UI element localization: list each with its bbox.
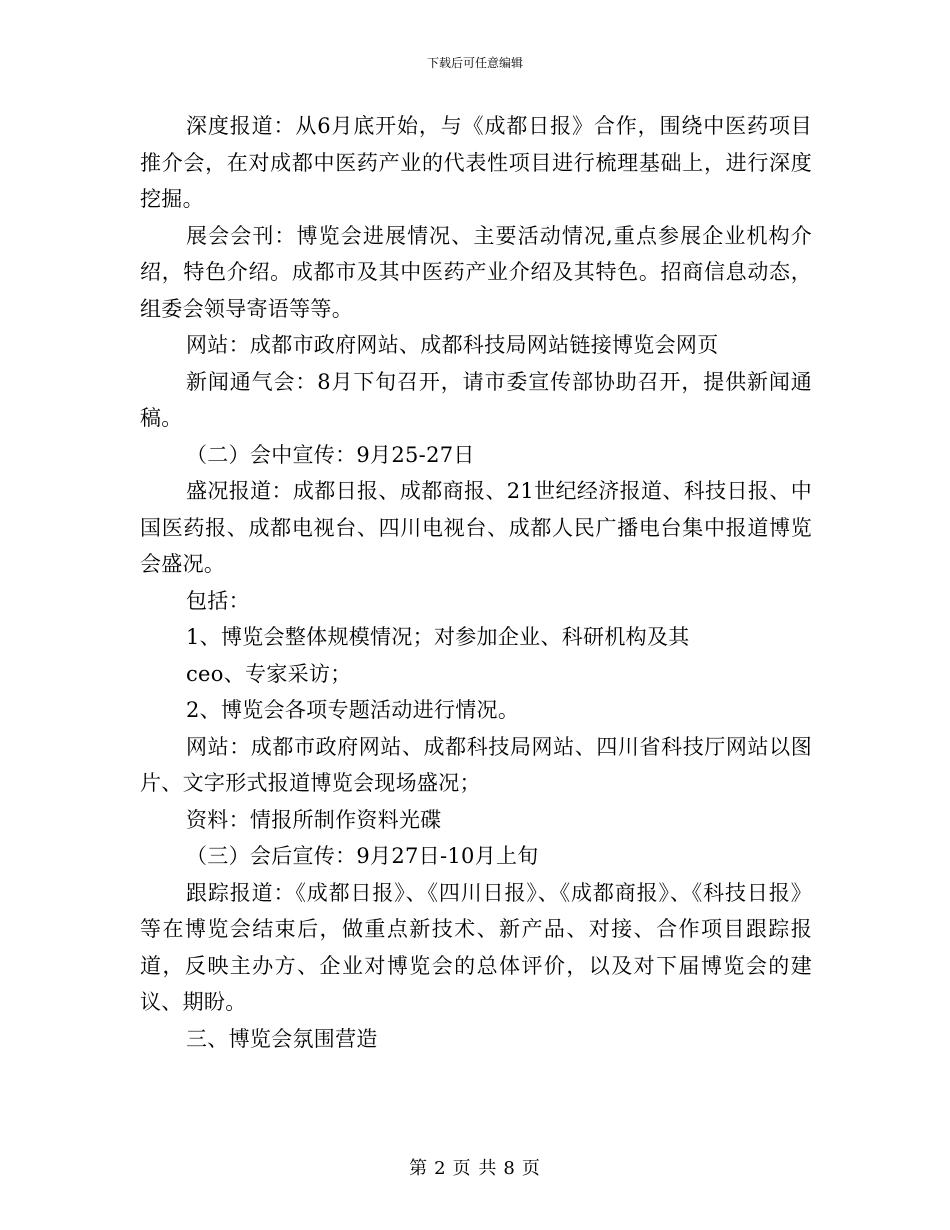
- section-heading-atmosphere: 三、博览会氛围营造: [186, 1026, 378, 1051]
- paragraph-event-coverage: 盛况报道：成都日报、成都商报、21世纪经济报道、科技日报、中国医药报、成都电视台、四川电视台、成都人民广播电台集中报道博览会盛况。: [140, 479, 812, 576]
- footer-mid: 页 共: [452, 1158, 498, 1179]
- page-footer: [0, 1154, 950, 1180]
- paragraph-in-depth-report: 深度报道：从6月底开始，与《成都日报》合作，围绕中医药项目推介会，在对成都中医药产业的代表性项目进行梳理基础上，进行深度挖掘。: [140, 114, 812, 211]
- paragraph-website-coverage: 网站：成都市政府网站、成都科技局网站、四川省科技厅网站以图片、文字形式报道博览会现场盛况；: [140, 734, 812, 795]
- document-body: [140, 108, 812, 1057]
- paragraph-materials: 资料：情报所制作资料光碟: [186, 807, 442, 832]
- total-pages-number: 8: [503, 1158, 516, 1179]
- paragraph-follow-up-report: 跟踪报道：《成都日报》、《四川日报》、《成都商报》、《科技日报》等在博览会结束后，做重点新技术、新产品、对接、合作项目跟踪报道，反映主办方、企业对博览会的总体评价，以及对下届博览会的建议、期盼。: [140, 880, 812, 1014]
- list-item-1-continued: ceo、专家采访；: [186, 661, 352, 686]
- list-item-2: 2、博览会各项专题活动进行情况。: [186, 698, 520, 722]
- paragraph-exhibition-journal: 展会会刊：博览会进展情况、主要活动情况,重点参展企业机构介绍，特色介绍。成都市及其中医药产业介绍及其特色。招商信息动态，组委会领导寄语等等。: [140, 223, 812, 321]
- section-heading-after-event: （三）会后宣传：9月27日-10月上旬: [186, 844, 539, 868]
- paragraph-website-link: 网站：成都市政府网站、成都科技局网站链接博览会网页: [186, 333, 719, 357]
- list-item-1: 1、博览会整体规模情况；对参加企业、科研机构及其: [186, 625, 690, 649]
- footer-prefix: 第: [409, 1158, 429, 1179]
- header-note: 下载后可任意编辑: [426, 56, 523, 70]
- paragraph-includes: 包括：: [186, 588, 250, 613]
- current-page-number: 2: [434, 1158, 447, 1179]
- footer-suffix: 页: [521, 1158, 541, 1179]
- section-heading-during-event: （二）会中宣传：9月25-27日: [186, 442, 475, 467]
- paragraph-press-briefing: 新闻通气会：8月下旬召开，请市委宣传部协助召开，提供新闻通稿。: [140, 369, 812, 430]
